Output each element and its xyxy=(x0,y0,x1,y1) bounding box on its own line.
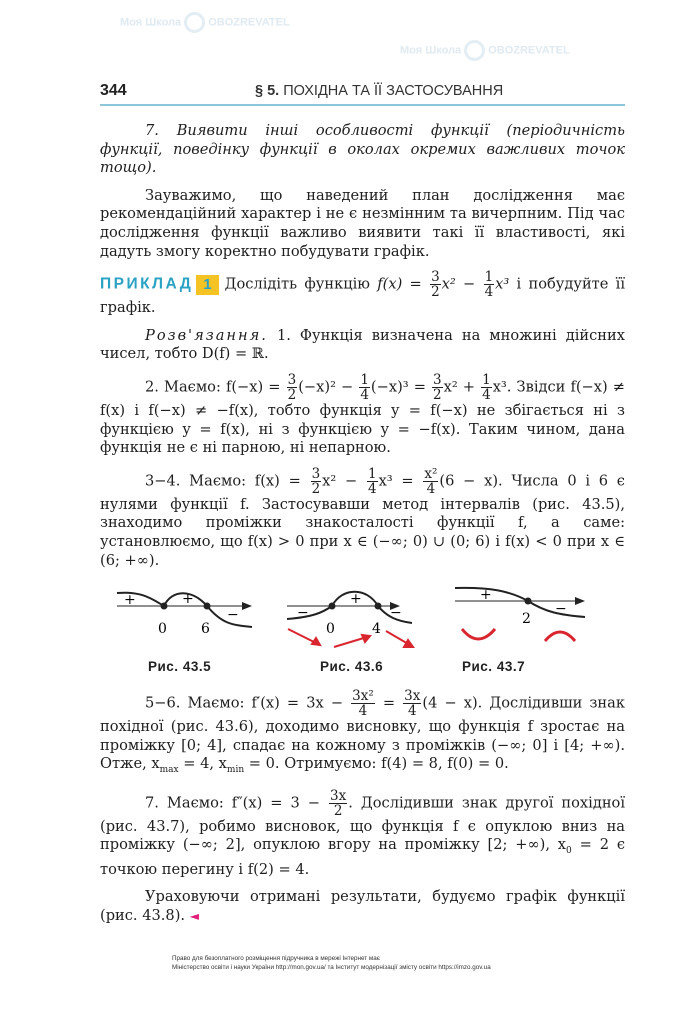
text-segment: Моя Школа xyxy=(400,44,462,57)
text-segment: 0 xyxy=(566,846,572,857)
sign-label: − xyxy=(297,605,309,622)
watermark xyxy=(120,12,290,33)
example-label: ПРИКЛАД xyxy=(100,275,194,293)
text-segment: x³ xyxy=(495,275,510,293)
text-segment: 2 xyxy=(333,802,343,819)
text-segment: Міністерство освіти і науки України http://mon.gov.ua/ та Інститут модернізації змісту освіти https://imzo.gov.ua xyxy=(172,963,491,971)
text-segment: . Дослідивши знак другої похідної (рис. 43.7), робимо висновок, що функція f є опуклою вниз на проміжку (−∞; 2], опуклою вгору на проміжку [2; +∞), x xyxy=(100,794,625,854)
text-segment: 3x xyxy=(404,688,421,705)
text-segment: OBOZREVATEL xyxy=(488,44,570,57)
example-1 xyxy=(100,270,625,318)
text-segment: 1 xyxy=(360,371,369,388)
page-number: 344 xyxy=(100,82,127,99)
text-segment: = 0. Отримуємо: f(4) = 8, f(0) = 0. xyxy=(244,755,509,773)
text-segment: 4 xyxy=(367,480,377,497)
text-segment: 2 xyxy=(311,480,321,497)
text-segment: 3−4. Маємо: f(x) = xyxy=(145,472,310,490)
figure-43-5 xyxy=(112,579,262,649)
convex-up-icon xyxy=(545,632,575,641)
text-segment: x² xyxy=(424,465,438,482)
text-segment: Ураховуючи отримані результати, будуємо графік функції (рис. 43.8). xyxy=(100,888,625,925)
sign-label: − xyxy=(227,607,239,624)
convex-down-icon xyxy=(462,629,495,639)
text-segment: (4 − x). Дослідивши знак похідної (рис. 43.6), доходимо висновку, що функція f зростає на проміжку [0; 4], спадає на кожному з проміжків (−∞; 0] і [4; +∞). Отже, x xyxy=(100,694,625,773)
solution-step-2 xyxy=(100,373,625,458)
text-segment: max xyxy=(159,765,179,776)
text-segment: = xyxy=(375,694,403,712)
text-segment: 4 xyxy=(358,703,368,720)
text-segment: 3 xyxy=(311,465,321,482)
note-paragraph: Зауважимо, що наведений план дослідження має рекомендаційний характер і не є незмінним та вичерпним. Під час дослідження функції важливо виявити такі її властивості, які дадуть змогу коректно побудувати графік. xyxy=(100,186,625,260)
point-label: 2 xyxy=(522,611,531,628)
point-label: 0 xyxy=(158,621,167,638)
text-segment: x³ = xyxy=(378,472,423,490)
final-paragraph xyxy=(100,888,625,925)
solution-step-3-4 xyxy=(100,467,625,570)
text-segment: 4 xyxy=(484,284,494,301)
text-segment: = 4, x xyxy=(178,755,227,773)
point-label: 6 xyxy=(201,621,210,638)
text-segment: і побудуйте її графік. xyxy=(100,275,626,317)
text-segment: 1 xyxy=(484,269,494,286)
text-segment: Розв'язання. xyxy=(145,326,268,344)
text-segment: 1. Функція визначена на множині дійсних чисел, тобто D(f) = ℝ. xyxy=(100,326,625,363)
footer-license xyxy=(172,954,625,972)
text-segment: 3 xyxy=(433,371,442,388)
figure-caption: Рис. 43.5 xyxy=(148,659,212,675)
point-label: 0 xyxy=(326,621,335,638)
text-segment: 7. Маємо: f″(x) = 3 − xyxy=(145,794,329,812)
figures-row xyxy=(100,579,625,679)
text-segment: 4 xyxy=(482,386,491,403)
text-segment: 1 xyxy=(367,465,377,482)
text-segment: 2 xyxy=(431,284,440,301)
text-segment: x³. Звідси f(−x) ≠ f(x) і f(−x) ≠ −f(x), тобто функція y = f(−x) не збігається ні з функцією y = f(x), ні з функцією y = −f(x). Таким чином, дана функція не є ні парною, ні непарною. xyxy=(100,378,626,457)
text-segment: OBOZREVATEL xyxy=(208,16,290,29)
sign-label: + xyxy=(480,587,492,604)
sign-label: + xyxy=(182,591,194,608)
solution-step-5-6 xyxy=(100,689,625,780)
solution-step-1 xyxy=(100,327,625,364)
text-segment: 4 xyxy=(426,480,436,497)
arrow-icon xyxy=(288,629,413,647)
text-segment: 4 xyxy=(360,386,369,403)
page-content xyxy=(100,122,625,972)
text-segment: § 5. xyxy=(255,83,280,99)
sign-label: − xyxy=(390,605,402,622)
sign-label: + xyxy=(350,591,362,608)
point-label: 4 xyxy=(372,621,381,638)
text-segment: 1 xyxy=(482,371,491,388)
text-segment: (−x)² − xyxy=(298,378,359,396)
figure-43-7 xyxy=(450,579,610,649)
page-header xyxy=(100,82,625,106)
text-segment: x² − xyxy=(441,275,483,293)
text-segment: Право для безоплатного розміщення підручника в мережі Інтернет має xyxy=(172,954,380,962)
text-segment: f(x) = xyxy=(377,275,430,293)
text-segment: (−x)³ = xyxy=(370,378,432,396)
text-segment: 5−6. Маємо: f′(x) = 3x − xyxy=(145,694,351,712)
example-number-badge: 1 xyxy=(196,275,218,295)
text-segment: 3x² xyxy=(352,688,374,705)
text-segment: = 2 є точкою перегину і f(2) = 4. xyxy=(100,836,625,878)
end-of-solution-icon: ◄ xyxy=(189,909,199,924)
text-segment: 3 xyxy=(431,269,440,286)
text-segment: x² + xyxy=(443,378,481,396)
text-segment: (6 − x). Числа 0 і 6 є нулями функції f. Застосувавши метод інтервалів (рис. 43.5), знаходимо проміжки знакосталості функції f, а саме: установлюємо, що f(x) > 0 при x ∈ (−∞; 0) ∪ (0; 6) і f(x) < 0 при x ∈ (6; +∞). xyxy=(100,472,625,569)
watermark xyxy=(400,40,570,61)
text-segment: 2 xyxy=(287,386,297,403)
text-segment: ПОХІДНА ТА ЇЇ ЗАСТОСУВАННЯ xyxy=(279,83,504,99)
sign-label: + xyxy=(124,592,136,609)
text-segment: min xyxy=(226,765,245,776)
figure-43-6 xyxy=(282,579,432,651)
text-segment: Моя Школа xyxy=(120,16,182,29)
section-title xyxy=(255,83,503,99)
text-segment: 3x xyxy=(330,787,347,804)
sign-label: − xyxy=(555,601,567,618)
text-segment: Дослідіть функцію xyxy=(224,275,378,293)
text-segment: 3 xyxy=(287,371,297,388)
text-segment: 2. Маємо: f(−x) = xyxy=(145,378,286,396)
figure-caption: Рис. 43.6 xyxy=(320,659,384,675)
item-7: 7. Виявити інші особливості функції (періодичність функції, поведінку функції в околах окремих важливих точок тощо). xyxy=(100,122,625,177)
text-segment: x² − xyxy=(322,472,366,490)
text-segment: 2 xyxy=(433,386,442,403)
solution-step-7 xyxy=(100,789,625,880)
text-segment: 4 xyxy=(407,703,417,720)
figure-caption: Рис. 43.7 xyxy=(462,659,526,675)
